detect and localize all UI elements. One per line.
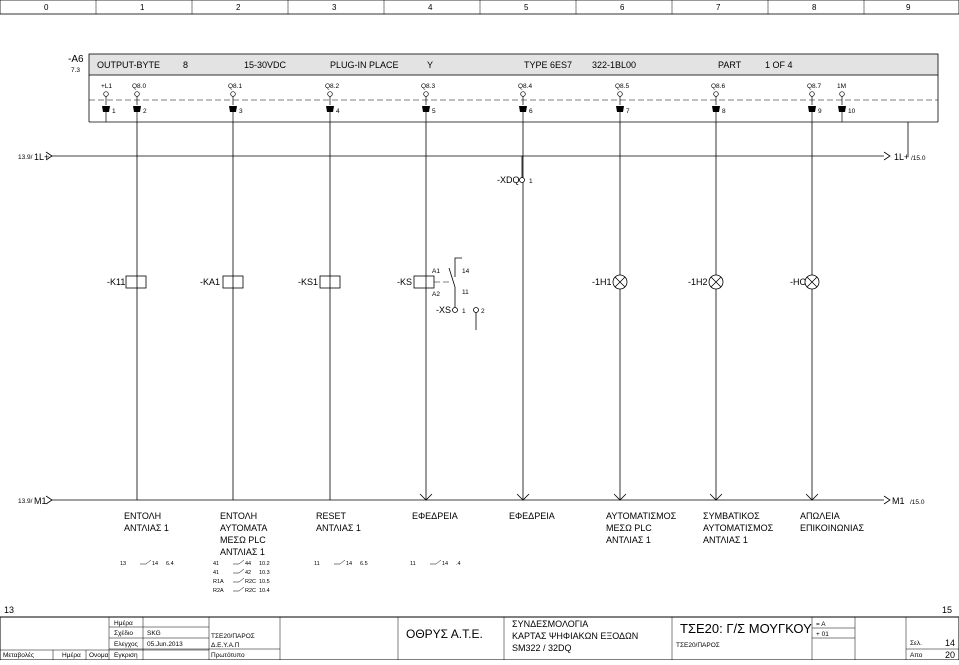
terminal-address: Q8.0	[132, 83, 147, 90]
circuit-description: ΑΝΤΛΙΑΣ 1	[220, 547, 265, 557]
revision-name-label: Ονομα	[89, 652, 109, 659]
terminal-pin: 2	[143, 108, 147, 115]
rail-label-right: M1	[892, 496, 905, 506]
xref-contact-icon	[334, 560, 345, 564]
drawing-description: ΚΑΡΤΑΣ ΨΗΦΙΑΚΩΝ ΕΞΟΔΩΝ	[512, 631, 639, 641]
module-ref: -A6	[68, 54, 84, 65]
xref-contact-icon	[233, 587, 244, 591]
rail-ref-right: /15.0	[910, 499, 925, 506]
xref-location: 6.4	[166, 561, 174, 567]
terminal-point	[840, 92, 845, 97]
terminal-point	[231, 92, 236, 97]
module-field: Y	[427, 60, 434, 70]
circuit-description: ΜΕΣΩ PLC	[220, 535, 266, 545]
terminal-address: Q8.1	[228, 83, 243, 90]
module-field: 1 OF 4	[765, 60, 793, 70]
title-row-label: Ημέρα	[114, 620, 133, 627]
xref-terminal-right: 44	[245, 561, 252, 567]
xref-terminal-right: R2C	[245, 588, 257, 594]
circuit-description: ΑΥΤΟΜΑΤΙΣΜΟΣ	[606, 511, 677, 521]
terminal-pin: 10	[848, 108, 856, 115]
coil-ks	[414, 276, 434, 288]
module-header	[89, 54, 938, 75]
terminal-address: Q8.6	[711, 83, 726, 90]
circuit-description: ΕΦΕΔΡΕΙΑ	[412, 511, 458, 521]
device-label-1h1: -1H1	[592, 277, 612, 287]
circuit-description: ΕΝΤΟΛΗ	[220, 511, 258, 521]
circuit-description: ΑΝΤΛΙΑΣ 1	[606, 535, 651, 545]
rail-ref-left: 13.9/	[18, 154, 33, 161]
xs-terminal-2	[474, 308, 479, 313]
lamp-1h2-icon	[709, 275, 723, 289]
xref-contact-icon	[140, 560, 151, 564]
circuit-description: ΕΝΤΟΛΗ	[124, 511, 162, 521]
fuse-icon	[133, 106, 141, 112]
circuit-description: ΕΠΙΚΟΙΝΩΝΙΑΣ	[800, 523, 865, 533]
rail-ref-left: 13.9/	[18, 498, 33, 505]
xref-contact-icon	[233, 578, 244, 582]
total-sheets: 20	[945, 650, 956, 660]
circuit-description: ΕΦΕΔΡΕΙΑ	[509, 511, 555, 521]
xref-location: 10.3	[259, 570, 270, 576]
total-label: Απο	[910, 652, 923, 659]
location-code: + 01	[816, 631, 829, 638]
terminal-pin: 4	[336, 108, 340, 115]
title-row-label: Εγκριση	[114, 652, 138, 659]
fuse-icon	[326, 106, 334, 112]
terminal-point	[104, 92, 109, 97]
module-field: OUTPUT-BYTE	[97, 60, 161, 70]
terminal-pin: 7	[626, 108, 630, 115]
fuse-icon	[616, 106, 624, 112]
xref-contact-icon	[430, 560, 441, 564]
terminal-pin: 8	[722, 108, 726, 115]
circuit-description: ΑΥΤΟΜΑΤΑ	[220, 523, 268, 533]
xdq-terminal	[520, 178, 525, 183]
ks-terminal-a2: A2	[432, 291, 440, 298]
xref-terminal-left: R1A	[213, 579, 224, 585]
module-field: 322-1BL00	[592, 60, 637, 70]
circuit-description: ΑΥΤΟΜΑΤΙΣΜΟΣ	[703, 523, 774, 533]
column-number: 9	[906, 3, 911, 12]
module-field: TYPE 6ES7	[524, 60, 573, 70]
xref-terminal-left: 13	[120, 561, 127, 567]
org-name: ΤΣΕ20/ΠΑΡΟΣ	[211, 633, 255, 640]
drawn-by: SKG	[147, 630, 161, 637]
xref-location: 10.5	[259, 579, 270, 585]
device-label-ks: -KS	[397, 277, 413, 287]
xref-terminal-right: 14	[152, 561, 159, 567]
terminal-address: Q8.4	[518, 83, 533, 90]
xref-terminal-left: 41	[213, 570, 220, 576]
terminal-point	[424, 92, 429, 97]
module-field: 15-30VDC	[244, 60, 287, 70]
station-title: ΤΣΕ20: Γ/Σ ΜΟΥΓΚΟΥ	[680, 621, 812, 636]
device-label-1h2: -1H2	[688, 277, 708, 287]
rail-1l-plus	[18, 152, 926, 185]
terminal-pin: 6	[529, 108, 533, 115]
terminal-point	[521, 92, 526, 97]
xref-terminal-left: 11	[410, 561, 416, 567]
circuit-description: ΑΝΤΛΙΑΣ 1	[316, 523, 361, 533]
xref-terminal-left: 41	[213, 561, 220, 567]
terminal-address: +L1	[101, 83, 113, 90]
xref-contact-icon	[233, 560, 244, 564]
xref-contact-icon	[233, 569, 244, 573]
ks-contact-11: 11	[462, 289, 469, 296]
column-number: 0	[44, 3, 49, 12]
terminal-address: Q8.2	[325, 83, 340, 90]
xdq-pin: 1	[529, 178, 533, 185]
circuit-description: ΑΝΤΛΙΑΣ 1	[703, 535, 748, 545]
rail-label-left: M1	[34, 496, 47, 506]
drawing-description: ΣΥΝΔΕΣΜΟΛΟΓΙΑ	[512, 619, 589, 629]
device-label-hc: -HC	[790, 277, 806, 287]
circuit-description: ΑΝΤΛΙΑΣ 1	[124, 523, 169, 533]
rail-label-right: 1L+	[894, 152, 910, 162]
title-row-label: Σχέδιο	[114, 630, 134, 637]
module-field: 8	[183, 60, 189, 70]
xs-terminal-1	[453, 308, 458, 313]
fuse-icon	[808, 106, 816, 112]
drawing-description: SM322 / 32DQ	[512, 643, 572, 653]
title-row-label: Ελεγχος	[114, 641, 138, 648]
terminal-point	[810, 92, 815, 97]
xdq-label: -XDQ	[497, 175, 520, 185]
contact-cross-references	[120, 560, 461, 594]
page-next: 15	[942, 605, 953, 615]
xref-terminal-right: R2C	[245, 579, 257, 585]
circuit-description: RESET	[316, 511, 347, 521]
circuit-description: ΣΥΜΒΑΤΙΚΟΣ	[703, 511, 760, 521]
terminal-point	[328, 92, 333, 97]
fuse-icon	[838, 106, 846, 112]
terminal-pin: 3	[239, 108, 243, 115]
coil-k11	[126, 276, 146, 288]
xref-terminal-right: 42	[245, 570, 252, 576]
xs-pin-2: 2	[481, 308, 485, 315]
revisions-label: Μεταβολές	[3, 652, 35, 659]
original-label: Πρωτότυπο	[211, 652, 245, 659]
lamp-hc-icon	[805, 275, 819, 289]
device-label-k11: -K11	[107, 277, 126, 287]
column-number: 7	[716, 3, 721, 12]
circuit-descriptions	[124, 511, 864, 557]
terminal-address: 1M	[837, 83, 847, 90]
module-subref: 7.3	[71, 67, 81, 74]
device-label-ka1: -KA1	[200, 277, 221, 287]
device-label-ks1: -KS1	[298, 277, 319, 287]
circuit-description: ΜΕΣΩ PLC	[606, 523, 652, 533]
column-number: 8	[812, 3, 817, 12]
project-name: ΟΘΡΥΣ Α.Τ.Ε.	[406, 627, 483, 641]
sheet-label: Σελ.	[910, 640, 922, 647]
fuse-icon	[712, 106, 720, 112]
drawing-date: 05.Jun.2013	[147, 641, 183, 648]
column-number: 1	[140, 3, 145, 12]
revision-date-label: Ημέρα	[62, 652, 81, 659]
terminal-point	[135, 92, 140, 97]
column-number: 2	[236, 3, 241, 12]
fuse-icon	[102, 106, 110, 112]
xref-location: 10.2	[259, 561, 270, 567]
xref-location: 6.5	[360, 561, 368, 567]
column-number: 6	[620, 3, 625, 12]
column-number: 4	[428, 3, 433, 12]
xref-location: 10.4	[259, 588, 270, 594]
fuse-icon	[422, 106, 430, 112]
column-header	[0, 0, 959, 14]
rail-m1	[18, 494, 925, 506]
org-name-2: Δ.Ε.Υ.Α.Π	[211, 642, 240, 649]
xref-terminal-left: R2A	[213, 588, 224, 594]
fuse-icon	[519, 106, 527, 112]
module-field: PART	[718, 60, 742, 70]
lamp-1h1-icon	[613, 275, 627, 289]
terminal-point	[714, 92, 719, 97]
xref-terminal-right: 14	[442, 561, 449, 567]
xs-label: -XS	[436, 305, 452, 315]
rail-label-left: 1L+	[34, 152, 50, 162]
column-number: 3	[332, 3, 337, 12]
terminal-pin: 9	[818, 108, 822, 115]
rail-ref-right: /15.0	[911, 155, 926, 162]
terminal-address: Q8.3	[421, 83, 436, 90]
fuse-icon	[229, 106, 237, 112]
ks-contact-14: 14	[462, 268, 470, 275]
terminal-address: Q8.5	[615, 83, 630, 90]
column-number: 5	[524, 3, 529, 12]
station-subtitle: ΤΣΕ20/ΠΑΡΟΣ	[676, 642, 720, 649]
terminal-point	[618, 92, 623, 97]
module-field: PLUG-IN PLACE	[330, 60, 399, 70]
title-block	[0, 617, 959, 660]
equipment-code: = A	[816, 621, 826, 628]
xref-terminal-left: 11	[314, 561, 320, 567]
ks-terminal-a1: A1	[432, 268, 440, 275]
xref-terminal-right: 14	[346, 561, 353, 567]
sheet-number: 14	[945, 638, 956, 648]
terminal-pin: 1	[112, 108, 116, 115]
page-prev: 13	[4, 605, 15, 615]
xref-location: .4	[456, 561, 461, 567]
terminal-address: Q8.7	[807, 83, 822, 90]
circuit-description: ΑΠΩΛΕΙΑ	[800, 511, 840, 521]
terminal-pin: 5	[432, 108, 436, 115]
xs-pin-1: 1	[462, 308, 466, 315]
device-row	[107, 258, 819, 330]
